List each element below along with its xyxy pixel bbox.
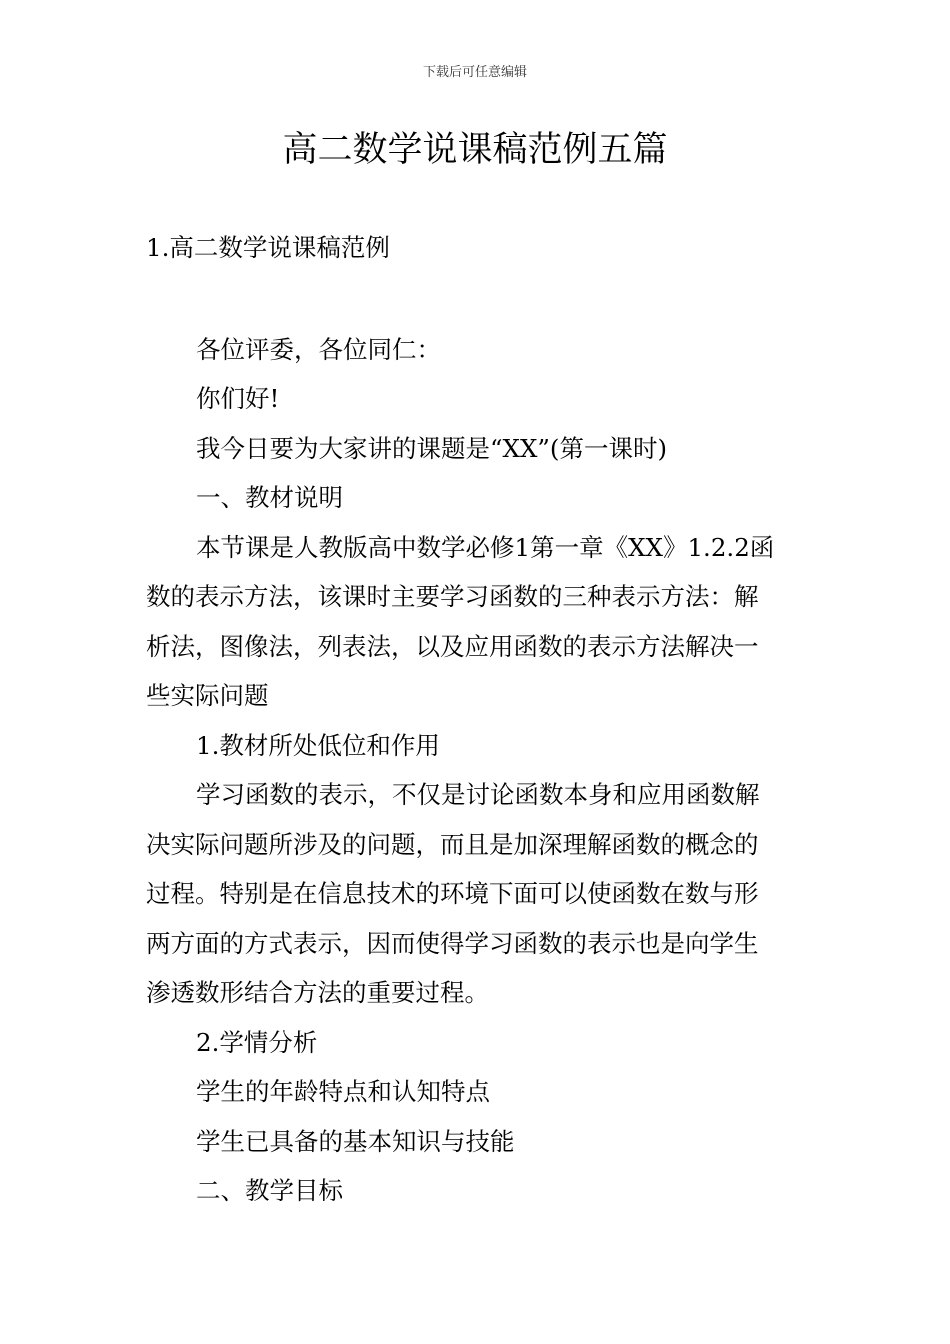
subheading: 1.教材所处低位和作用: [196, 731, 440, 760]
paragraph-line: 学生的年龄特点和认知特点: [196, 1077, 490, 1106]
paragraph-line: 我今日要为大家讲的课题是“XX”(第一课时): [196, 434, 668, 463]
paragraph-line: 渗透数形结合方法的重要过程。: [146, 978, 489, 1007]
paragraph-line: 学生已具备的基本知识与技能: [196, 1127, 515, 1156]
subheading: 二、教学目标: [196, 1176, 343, 1205]
page-title: 高二数学说课稿范例五篇: [282, 130, 668, 170]
section-heading: 1.高二数学说课稿范例: [146, 233, 390, 262]
paragraph-line: 些实际问题: [146, 681, 269, 710]
paragraph-line: 你们好!: [196, 384, 280, 413]
paragraph-line: 两方面的方式表示，因而使得学习函数的表示也是向学生: [146, 929, 759, 958]
paragraph-line: 析法，图像法，列表法，以及应用函数的表示方法解决一: [146, 632, 759, 661]
subheading: 2.学情分析: [196, 1028, 318, 1057]
subheading: 一、教材说明: [196, 483, 343, 512]
paragraph-line: 过程。特别是在信息技术的环境下面可以使函数在数与形: [146, 879, 759, 908]
paragraph-line: 学习函数的表示，不仅是讨论函数本身和应用函数解: [196, 780, 760, 809]
paragraph-line: 各位评委，各位同仁：: [196, 335, 441, 364]
paragraph-line: 数的表示方法，该课时主要学习函数的三种表示方法：解: [146, 582, 759, 611]
paragraph-line: 决实际问题所涉及的问题，而且是加深理解函数的概念的: [146, 830, 759, 859]
header-note: 下载后可任意编辑: [422, 65, 527, 80]
paragraph-line: 本节课是人教版高中数学必修1第一章《XX》1.2.2函: [196, 533, 775, 562]
